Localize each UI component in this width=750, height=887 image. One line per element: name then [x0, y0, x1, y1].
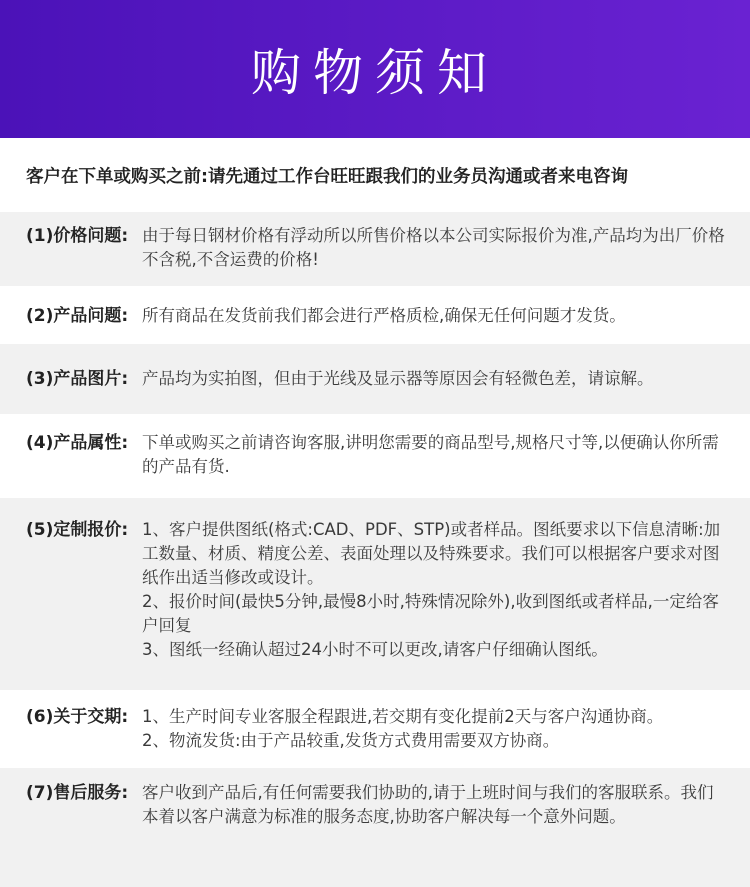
section-line: 客户收到产品后,有任何需要我们协助的,请于上班时间与我们的客服联系。我们本着以客户满意为标准的服务态度,协助客户解决每一个意外问题。: [142, 783, 714, 826]
section-images: [0, 344, 750, 414]
section-attributes: [0, 414, 750, 498]
section-label: (5)定制报价:: [26, 520, 129, 540]
section-line: 由于每日钢材价格有浮动所以所售价格以本公司实际报价为准,产品均为出厂价格不含税,不含运费的价格!: [142, 226, 725, 269]
section-body: [142, 705, 728, 768]
section-line: 3、图纸一经确认超过24小时不可以更改,请客户仔细确认图纸。: [142, 640, 608, 659]
section-body: [142, 781, 728, 887]
section-line: 1、客户提供图纸(格式:CAD、PDF、STP)或者样品。图纸要求以下信息清晰:加工数量、材质、精度公差、表面处理以及特殊要求。我们可以根据客户要求对图纸作出适当修改或设计。: [142, 520, 721, 587]
section-label: (1)价格问题:: [26, 226, 129, 246]
section-label: (7)售后服务:: [26, 783, 129, 803]
section-line: 下单或购买之前请咨询客服,讲明您需要的商品型号,规格尺寸等,以便确认你所需的产品有货.: [142, 433, 719, 476]
section-line: 2、物流发货:由于产品较重,发货方式费用需要双方协商。: [142, 731, 560, 750]
section-body: [142, 431, 728, 498]
section-body: [142, 304, 728, 344]
section-product: [0, 286, 750, 344]
page-title: 购物须知: [251, 44, 499, 102]
section-line: 产品均为实拍图，但由于光线及显示器等原因会有轻微色差，请谅解。: [142, 369, 654, 388]
section-body: [142, 224, 728, 286]
section-label: (4)产品属性:: [26, 433, 129, 453]
intro-text: 客户在下单或购买之前:请先通过工作台旺旺跟我们的业务员沟通或者来电咨询: [26, 166, 628, 187]
section-label: (2)产品问题:: [26, 306, 129, 326]
section-line: 所有商品在发货前我们都会进行严格质检,确保无任何问题才发货。: [142, 306, 626, 325]
section-custom-quote: [0, 498, 750, 690]
section-body: [142, 518, 728, 690]
section-line: 2、报价时间(最快5分钟,最慢8小时,特殊情况除外),收到图纸或者样品,一定给客户回复: [142, 592, 719, 635]
section-label: (3)产品图片:: [26, 369, 129, 389]
section-label: (6)关于交期:: [26, 707, 129, 727]
section-delivery: [0, 690, 750, 768]
section-line: 1、生产时间专业客服全程跟进,若交期有变化提前2天与客户沟通协商。: [142, 707, 664, 726]
section-body: [142, 367, 728, 414]
section-after-sales: [0, 768, 750, 887]
header-banner: [0, 0, 750, 138]
section-price: [0, 212, 750, 286]
